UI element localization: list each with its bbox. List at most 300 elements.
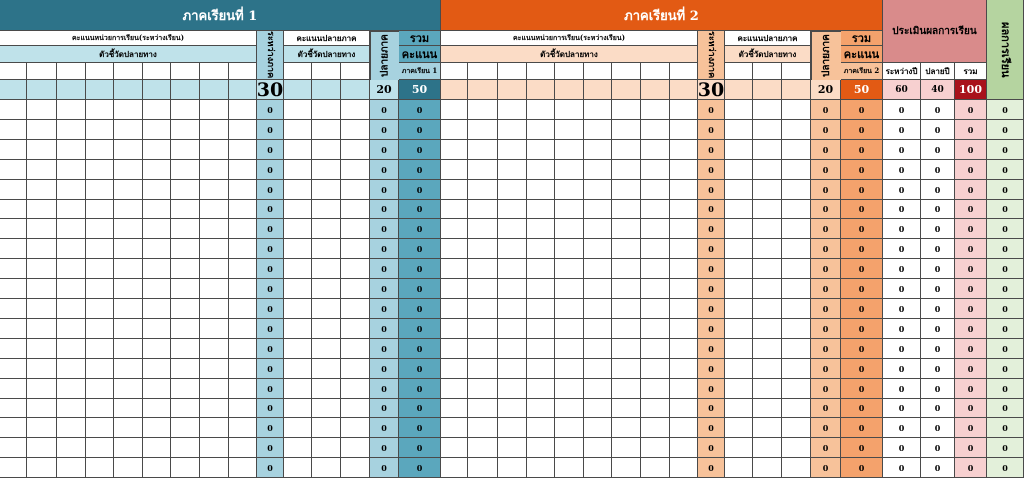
t2-unit-score-cell[interactable] bbox=[441, 379, 468, 399]
t1-unit-score-cell[interactable] bbox=[86, 100, 114, 120]
t1-unit-score-cell[interactable] bbox=[171, 359, 200, 379]
t2-unit-score-cell[interactable] bbox=[555, 160, 584, 180]
t1-unit-score-cell[interactable] bbox=[171, 418, 200, 438]
t1-unit-score-cell[interactable] bbox=[0, 299, 27, 319]
t1-final-score-cell[interactable] bbox=[284, 219, 312, 239]
t2-unit-score-cell[interactable] bbox=[555, 339, 584, 359]
t1-unit-score-cell[interactable] bbox=[27, 200, 57, 219]
t1-unit-score-cell[interactable] bbox=[114, 359, 143, 379]
t1-unit-score-cell[interactable] bbox=[86, 160, 114, 180]
t1-unit-score-cell[interactable] bbox=[171, 259, 200, 279]
t2-final-score-cell[interactable] bbox=[782, 200, 811, 219]
t2-unit-score-cell[interactable] bbox=[468, 438, 498, 458]
t1-unit-score-cell[interactable] bbox=[57, 319, 86, 339]
t2-unit-score-cell[interactable] bbox=[441, 259, 468, 279]
t2-unit-score-cell[interactable] bbox=[468, 399, 498, 418]
t1-unit-score-cell[interactable] bbox=[143, 120, 171, 140]
t2-unit-score-cell[interactable] bbox=[498, 120, 527, 140]
t2-final-score-cell[interactable] bbox=[725, 458, 753, 478]
t2-final-score-cell[interactable] bbox=[753, 259, 782, 279]
t1-unit-score-cell[interactable] bbox=[143, 219, 171, 239]
t2-final-score-cell[interactable] bbox=[725, 319, 753, 339]
t1-unit-score-cell[interactable] bbox=[27, 458, 57, 478]
t1-unit-score-cell[interactable] bbox=[27, 100, 57, 120]
t1-unit-score-cell[interactable] bbox=[27, 120, 57, 140]
t1-unit-score-cell[interactable] bbox=[143, 239, 171, 259]
t1-final-score-cell[interactable] bbox=[284, 359, 312, 379]
t2-final-score-cell[interactable] bbox=[782, 140, 811, 160]
t2-unit-score-cell[interactable] bbox=[612, 100, 641, 120]
t1-unit-score-cell[interactable] bbox=[0, 200, 27, 219]
t2-unit-score-cell[interactable] bbox=[584, 259, 612, 279]
t1-unit-score-cell[interactable] bbox=[229, 239, 257, 259]
t1-unit-score-cell[interactable] bbox=[229, 339, 257, 359]
t1-final-score-cell[interactable] bbox=[341, 259, 370, 279]
t2-unit-score-cell[interactable] bbox=[670, 140, 698, 160]
t2-unit-score-cell[interactable] bbox=[498, 200, 527, 219]
t2-unit-score-cell[interactable] bbox=[527, 379, 555, 399]
t1-unit-score-cell[interactable] bbox=[27, 299, 57, 319]
t1-unit-score-cell[interactable] bbox=[27, 319, 57, 339]
t1-unit-score-cell[interactable] bbox=[114, 339, 143, 359]
t1-unit-score-cell[interactable] bbox=[86, 200, 114, 219]
t2-unit-score-cell[interactable] bbox=[498, 259, 527, 279]
t1-final-score-cell[interactable] bbox=[341, 438, 370, 458]
t2-unit-score-cell[interactable] bbox=[612, 299, 641, 319]
t2-unit-score-cell[interactable] bbox=[641, 299, 670, 319]
t1-unit-score-cell[interactable] bbox=[200, 239, 229, 259]
t2-final-score-cell[interactable] bbox=[782, 458, 811, 478]
t2-unit-score-cell[interactable] bbox=[498, 379, 527, 399]
t1-unit-score-cell[interactable] bbox=[200, 438, 229, 458]
t1-unit-score-cell[interactable] bbox=[229, 219, 257, 239]
t1-final-score-cell[interactable] bbox=[341, 379, 370, 399]
t2-unit-score-cell[interactable] bbox=[527, 438, 555, 458]
t1-unit-score-cell[interactable] bbox=[27, 379, 57, 399]
t1-unit-score-cell[interactable] bbox=[143, 140, 171, 160]
t1-unit-score-cell[interactable] bbox=[200, 120, 229, 140]
t1-unit-score-cell[interactable] bbox=[27, 259, 57, 279]
t1-unit-score-cell[interactable] bbox=[27, 239, 57, 259]
t2-unit-score-cell[interactable] bbox=[498, 418, 527, 438]
t2-final-score-cell[interactable] bbox=[782, 219, 811, 239]
t2-unit-score-cell[interactable] bbox=[527, 359, 555, 379]
t1-unit-score-cell[interactable] bbox=[171, 339, 200, 359]
t2-unit-score-cell[interactable] bbox=[584, 160, 612, 180]
t2-unit-score-cell[interactable] bbox=[612, 140, 641, 160]
t1-final-score-cell[interactable] bbox=[341, 339, 370, 359]
t1-final-score-cell[interactable] bbox=[341, 219, 370, 239]
t2-unit-score-cell[interactable] bbox=[641, 319, 670, 339]
t1-unit-score-cell[interactable] bbox=[57, 379, 86, 399]
t1-unit-score-cell[interactable] bbox=[229, 299, 257, 319]
t1-unit-score-cell[interactable] bbox=[229, 120, 257, 140]
t2-final-score-cell[interactable] bbox=[725, 259, 753, 279]
t1-unit-score-cell[interactable] bbox=[27, 180, 57, 200]
t1-unit-score-cell[interactable] bbox=[229, 100, 257, 120]
t1-unit-score-cell[interactable] bbox=[114, 160, 143, 180]
t2-unit-score-cell[interactable] bbox=[555, 399, 584, 418]
t2-unit-score-cell[interactable] bbox=[527, 100, 555, 120]
t2-unit-score-cell[interactable] bbox=[498, 438, 527, 458]
t2-unit-score-cell[interactable] bbox=[527, 319, 555, 339]
t2-unit-score-cell[interactable] bbox=[555, 259, 584, 279]
t1-final-score-cell[interactable] bbox=[341, 299, 370, 319]
t1-unit-score-cell[interactable] bbox=[229, 359, 257, 379]
t2-unit-score-cell[interactable] bbox=[641, 180, 670, 200]
t1-unit-score-cell[interactable] bbox=[229, 279, 257, 299]
t1-unit-score-cell[interactable] bbox=[171, 120, 200, 140]
t2-final-score-cell[interactable] bbox=[753, 438, 782, 458]
t2-final-score-cell[interactable] bbox=[782, 299, 811, 319]
t2-unit-score-cell[interactable] bbox=[441, 319, 468, 339]
t2-unit-score-cell[interactable] bbox=[612, 339, 641, 359]
t1-final-score-cell[interactable] bbox=[312, 418, 341, 438]
t2-unit-score-cell[interactable] bbox=[612, 359, 641, 379]
t1-unit-score-cell[interactable] bbox=[200, 180, 229, 200]
t2-final-score-cell[interactable] bbox=[725, 140, 753, 160]
t1-unit-score-cell[interactable] bbox=[114, 120, 143, 140]
t1-final-score-cell[interactable] bbox=[312, 359, 341, 379]
t2-unit-score-cell[interactable] bbox=[468, 418, 498, 438]
t2-unit-score-cell[interactable] bbox=[555, 239, 584, 259]
t2-final-score-cell[interactable] bbox=[753, 458, 782, 478]
t1-unit-score-cell[interactable] bbox=[143, 180, 171, 200]
t2-unit-score-cell[interactable] bbox=[670, 239, 698, 259]
t1-unit-score-cell[interactable] bbox=[143, 458, 171, 478]
t1-unit-score-cell[interactable] bbox=[57, 239, 86, 259]
t1-final-score-cell[interactable] bbox=[312, 299, 341, 319]
t2-final-score-cell[interactable] bbox=[782, 339, 811, 359]
t1-unit-score-cell[interactable] bbox=[143, 418, 171, 438]
t1-final-score-cell[interactable] bbox=[284, 200, 312, 219]
t1-unit-score-cell[interactable] bbox=[143, 399, 171, 418]
t1-unit-score-cell[interactable] bbox=[86, 239, 114, 259]
t2-unit-score-cell[interactable] bbox=[670, 319, 698, 339]
t1-unit-score-cell[interactable] bbox=[0, 438, 27, 458]
t2-unit-score-cell[interactable] bbox=[612, 219, 641, 239]
t1-unit-score-cell[interactable] bbox=[57, 359, 86, 379]
t1-final-score-cell[interactable] bbox=[312, 200, 341, 219]
t1-unit-score-cell[interactable] bbox=[86, 140, 114, 160]
t2-final-score-cell[interactable] bbox=[782, 120, 811, 140]
t2-unit-score-cell[interactable] bbox=[468, 239, 498, 259]
t2-unit-score-cell[interactable] bbox=[612, 438, 641, 458]
t2-unit-score-cell[interactable] bbox=[612, 319, 641, 339]
t2-unit-score-cell[interactable] bbox=[670, 120, 698, 140]
t2-unit-score-cell[interactable] bbox=[670, 418, 698, 438]
t2-unit-score-cell[interactable] bbox=[584, 140, 612, 160]
t1-unit-score-cell[interactable] bbox=[27, 359, 57, 379]
t2-unit-score-cell[interactable] bbox=[441, 100, 468, 120]
t1-final-score-cell[interactable] bbox=[312, 259, 341, 279]
t2-unit-score-cell[interactable] bbox=[670, 219, 698, 239]
t2-unit-score-cell[interactable] bbox=[555, 458, 584, 478]
t2-final-score-cell[interactable] bbox=[782, 418, 811, 438]
t2-unit-score-cell[interactable] bbox=[584, 279, 612, 299]
t1-final-score-cell[interactable] bbox=[284, 379, 312, 399]
t2-unit-score-cell[interactable] bbox=[670, 339, 698, 359]
t1-unit-score-cell[interactable] bbox=[57, 140, 86, 160]
t2-unit-score-cell[interactable] bbox=[555, 219, 584, 239]
t1-unit-score-cell[interactable] bbox=[114, 259, 143, 279]
t1-unit-score-cell[interactable] bbox=[200, 219, 229, 239]
t2-unit-score-cell[interactable] bbox=[612, 180, 641, 200]
t2-unit-score-cell[interactable] bbox=[641, 200, 670, 219]
t2-final-score-cell[interactable] bbox=[725, 379, 753, 399]
t1-unit-score-cell[interactable] bbox=[229, 160, 257, 180]
t2-unit-score-cell[interactable] bbox=[555, 200, 584, 219]
t2-unit-score-cell[interactable] bbox=[441, 418, 468, 438]
t2-unit-score-cell[interactable] bbox=[555, 359, 584, 379]
t2-final-score-cell[interactable] bbox=[725, 299, 753, 319]
t2-unit-score-cell[interactable] bbox=[641, 239, 670, 259]
t1-unit-score-cell[interactable] bbox=[114, 319, 143, 339]
t2-final-score-cell[interactable] bbox=[753, 239, 782, 259]
t2-unit-score-cell[interactable] bbox=[498, 219, 527, 239]
t1-unit-score-cell[interactable] bbox=[114, 379, 143, 399]
t2-final-score-cell[interactable] bbox=[753, 140, 782, 160]
t2-unit-score-cell[interactable] bbox=[498, 339, 527, 359]
t1-unit-score-cell[interactable] bbox=[143, 299, 171, 319]
t2-final-score-cell[interactable] bbox=[725, 180, 753, 200]
t2-unit-score-cell[interactable] bbox=[468, 319, 498, 339]
t1-unit-score-cell[interactable] bbox=[86, 259, 114, 279]
t2-unit-score-cell[interactable] bbox=[641, 259, 670, 279]
t2-unit-score-cell[interactable] bbox=[584, 200, 612, 219]
t2-unit-score-cell[interactable] bbox=[670, 279, 698, 299]
t1-final-score-cell[interactable] bbox=[341, 180, 370, 200]
t2-final-score-cell[interactable] bbox=[782, 180, 811, 200]
t1-unit-score-cell[interactable] bbox=[171, 379, 200, 399]
t1-final-score-cell[interactable] bbox=[312, 180, 341, 200]
t1-final-score-cell[interactable] bbox=[312, 279, 341, 299]
t1-final-score-cell[interactable] bbox=[284, 299, 312, 319]
t1-unit-score-cell[interactable] bbox=[200, 319, 229, 339]
t2-unit-score-cell[interactable] bbox=[584, 319, 612, 339]
t1-unit-score-cell[interactable] bbox=[57, 200, 86, 219]
t2-final-score-cell[interactable] bbox=[753, 219, 782, 239]
t1-unit-score-cell[interactable] bbox=[114, 418, 143, 438]
t2-unit-score-cell[interactable] bbox=[584, 299, 612, 319]
t2-unit-score-cell[interactable] bbox=[641, 359, 670, 379]
t2-unit-score-cell[interactable] bbox=[670, 458, 698, 478]
t2-unit-score-cell[interactable] bbox=[670, 299, 698, 319]
t1-unit-score-cell[interactable] bbox=[0, 418, 27, 438]
t2-unit-score-cell[interactable] bbox=[584, 418, 612, 438]
t1-unit-score-cell[interactable] bbox=[0, 279, 27, 299]
t2-unit-score-cell[interactable] bbox=[527, 299, 555, 319]
t1-unit-score-cell[interactable] bbox=[57, 339, 86, 359]
t2-unit-score-cell[interactable] bbox=[670, 399, 698, 418]
t1-final-score-cell[interactable] bbox=[284, 100, 312, 120]
t2-unit-score-cell[interactable] bbox=[612, 279, 641, 299]
t1-unit-score-cell[interactable] bbox=[0, 140, 27, 160]
t1-unit-score-cell[interactable] bbox=[200, 379, 229, 399]
t2-unit-score-cell[interactable] bbox=[584, 180, 612, 200]
t1-unit-score-cell[interactable] bbox=[143, 279, 171, 299]
t2-unit-score-cell[interactable] bbox=[641, 379, 670, 399]
t1-final-score-cell[interactable] bbox=[312, 120, 341, 140]
t2-unit-score-cell[interactable] bbox=[641, 399, 670, 418]
t1-unit-score-cell[interactable] bbox=[27, 160, 57, 180]
t1-unit-score-cell[interactable] bbox=[229, 140, 257, 160]
t1-final-score-cell[interactable] bbox=[341, 399, 370, 418]
t2-unit-score-cell[interactable] bbox=[555, 379, 584, 399]
t2-final-score-cell[interactable] bbox=[725, 200, 753, 219]
t2-final-score-cell[interactable] bbox=[753, 100, 782, 120]
t2-unit-score-cell[interactable] bbox=[670, 379, 698, 399]
t1-unit-score-cell[interactable] bbox=[114, 438, 143, 458]
t2-unit-score-cell[interactable] bbox=[555, 180, 584, 200]
t2-final-score-cell[interactable] bbox=[725, 239, 753, 259]
t2-unit-score-cell[interactable] bbox=[441, 239, 468, 259]
t1-unit-score-cell[interactable] bbox=[200, 140, 229, 160]
t2-final-score-cell[interactable] bbox=[753, 120, 782, 140]
t1-unit-score-cell[interactable] bbox=[0, 160, 27, 180]
t2-unit-score-cell[interactable] bbox=[670, 438, 698, 458]
t2-final-score-cell[interactable] bbox=[753, 379, 782, 399]
t1-unit-score-cell[interactable] bbox=[200, 299, 229, 319]
t1-final-score-cell[interactable] bbox=[341, 319, 370, 339]
t1-final-score-cell[interactable] bbox=[284, 160, 312, 180]
t2-unit-score-cell[interactable] bbox=[441, 299, 468, 319]
t2-unit-score-cell[interactable] bbox=[468, 279, 498, 299]
t2-final-score-cell[interactable] bbox=[782, 160, 811, 180]
t1-unit-score-cell[interactable] bbox=[143, 379, 171, 399]
t1-unit-score-cell[interactable] bbox=[86, 299, 114, 319]
t2-unit-score-cell[interactable] bbox=[555, 418, 584, 438]
t1-final-score-cell[interactable] bbox=[284, 259, 312, 279]
t1-unit-score-cell[interactable] bbox=[57, 180, 86, 200]
t2-unit-score-cell[interactable] bbox=[441, 160, 468, 180]
t1-final-score-cell[interactable] bbox=[312, 100, 341, 120]
t2-unit-score-cell[interactable] bbox=[468, 259, 498, 279]
t2-unit-score-cell[interactable] bbox=[612, 160, 641, 180]
t1-unit-score-cell[interactable] bbox=[114, 399, 143, 418]
t1-unit-score-cell[interactable] bbox=[0, 399, 27, 418]
t2-unit-score-cell[interactable] bbox=[584, 339, 612, 359]
t2-unit-score-cell[interactable] bbox=[584, 438, 612, 458]
t1-unit-score-cell[interactable] bbox=[0, 319, 27, 339]
t2-unit-score-cell[interactable] bbox=[641, 140, 670, 160]
t1-unit-score-cell[interactable] bbox=[143, 160, 171, 180]
t2-unit-score-cell[interactable] bbox=[584, 239, 612, 259]
t1-final-score-cell[interactable] bbox=[312, 239, 341, 259]
t1-unit-score-cell[interactable] bbox=[57, 299, 86, 319]
t1-unit-score-cell[interactable] bbox=[143, 438, 171, 458]
t2-unit-score-cell[interactable] bbox=[441, 279, 468, 299]
t1-unit-score-cell[interactable] bbox=[0, 100, 27, 120]
t1-unit-score-cell[interactable] bbox=[0, 239, 27, 259]
t2-final-score-cell[interactable] bbox=[782, 359, 811, 379]
t1-unit-score-cell[interactable] bbox=[200, 160, 229, 180]
t2-final-score-cell[interactable] bbox=[753, 299, 782, 319]
t1-unit-score-cell[interactable] bbox=[114, 200, 143, 219]
t2-unit-score-cell[interactable] bbox=[441, 339, 468, 359]
t2-unit-score-cell[interactable] bbox=[555, 100, 584, 120]
t1-unit-score-cell[interactable] bbox=[171, 279, 200, 299]
t1-unit-score-cell[interactable] bbox=[114, 458, 143, 478]
t1-unit-score-cell[interactable] bbox=[57, 160, 86, 180]
t2-unit-score-cell[interactable] bbox=[527, 219, 555, 239]
t2-final-score-cell[interactable] bbox=[753, 200, 782, 219]
t2-final-score-cell[interactable] bbox=[782, 279, 811, 299]
t1-final-score-cell[interactable] bbox=[341, 458, 370, 478]
t1-final-score-cell[interactable] bbox=[341, 239, 370, 259]
t1-unit-score-cell[interactable] bbox=[229, 200, 257, 219]
t2-unit-score-cell[interactable] bbox=[527, 180, 555, 200]
t2-final-score-cell[interactable] bbox=[753, 359, 782, 379]
t1-unit-score-cell[interactable] bbox=[229, 438, 257, 458]
t1-unit-score-cell[interactable] bbox=[229, 180, 257, 200]
t1-unit-score-cell[interactable] bbox=[171, 299, 200, 319]
t2-final-score-cell[interactable] bbox=[753, 160, 782, 180]
t1-unit-score-cell[interactable] bbox=[27, 279, 57, 299]
t2-final-score-cell[interactable] bbox=[782, 239, 811, 259]
t2-unit-score-cell[interactable] bbox=[670, 160, 698, 180]
t2-unit-score-cell[interactable] bbox=[468, 140, 498, 160]
t2-unit-score-cell[interactable] bbox=[527, 399, 555, 418]
t2-unit-score-cell[interactable] bbox=[468, 359, 498, 379]
t1-unit-score-cell[interactable] bbox=[57, 219, 86, 239]
t1-unit-score-cell[interactable] bbox=[57, 279, 86, 299]
t2-final-score-cell[interactable] bbox=[782, 379, 811, 399]
t2-unit-score-cell[interactable] bbox=[441, 458, 468, 478]
t1-unit-score-cell[interactable] bbox=[57, 259, 86, 279]
t2-unit-score-cell[interactable] bbox=[641, 458, 670, 478]
t2-unit-score-cell[interactable] bbox=[641, 120, 670, 140]
t1-unit-score-cell[interactable] bbox=[143, 319, 171, 339]
t1-unit-score-cell[interactable] bbox=[86, 458, 114, 478]
t1-final-score-cell[interactable] bbox=[341, 359, 370, 379]
t1-unit-score-cell[interactable] bbox=[0, 379, 27, 399]
t1-final-score-cell[interactable] bbox=[341, 140, 370, 160]
t1-final-score-cell[interactable] bbox=[284, 319, 312, 339]
t2-final-score-cell[interactable] bbox=[753, 180, 782, 200]
t1-unit-score-cell[interactable] bbox=[200, 200, 229, 219]
t2-unit-score-cell[interactable] bbox=[584, 458, 612, 478]
t2-unit-score-cell[interactable] bbox=[441, 359, 468, 379]
t2-final-score-cell[interactable] bbox=[782, 100, 811, 120]
t1-unit-score-cell[interactable] bbox=[143, 359, 171, 379]
t2-unit-score-cell[interactable] bbox=[584, 120, 612, 140]
t1-unit-score-cell[interactable] bbox=[200, 399, 229, 418]
t2-unit-score-cell[interactable] bbox=[468, 180, 498, 200]
t1-unit-score-cell[interactable] bbox=[171, 100, 200, 120]
t2-unit-score-cell[interactable] bbox=[670, 100, 698, 120]
t2-final-score-cell[interactable] bbox=[725, 160, 753, 180]
t2-unit-score-cell[interactable] bbox=[498, 458, 527, 478]
t2-unit-score-cell[interactable] bbox=[612, 239, 641, 259]
t2-unit-score-cell[interactable] bbox=[498, 319, 527, 339]
t1-unit-score-cell[interactable] bbox=[200, 458, 229, 478]
t2-unit-score-cell[interactable] bbox=[641, 438, 670, 458]
t1-unit-score-cell[interactable] bbox=[0, 259, 27, 279]
t2-unit-score-cell[interactable] bbox=[555, 299, 584, 319]
t1-final-score-cell[interactable] bbox=[312, 339, 341, 359]
t1-unit-score-cell[interactable] bbox=[143, 339, 171, 359]
t2-unit-score-cell[interactable] bbox=[527, 239, 555, 259]
t2-unit-score-cell[interactable] bbox=[441, 120, 468, 140]
t1-final-score-cell[interactable] bbox=[284, 399, 312, 418]
t2-unit-score-cell[interactable] bbox=[641, 219, 670, 239]
t1-final-score-cell[interactable] bbox=[284, 458, 312, 478]
t2-unit-score-cell[interactable] bbox=[527, 458, 555, 478]
t2-final-score-cell[interactable] bbox=[782, 319, 811, 339]
t1-unit-score-cell[interactable] bbox=[86, 399, 114, 418]
t2-unit-score-cell[interactable] bbox=[641, 279, 670, 299]
